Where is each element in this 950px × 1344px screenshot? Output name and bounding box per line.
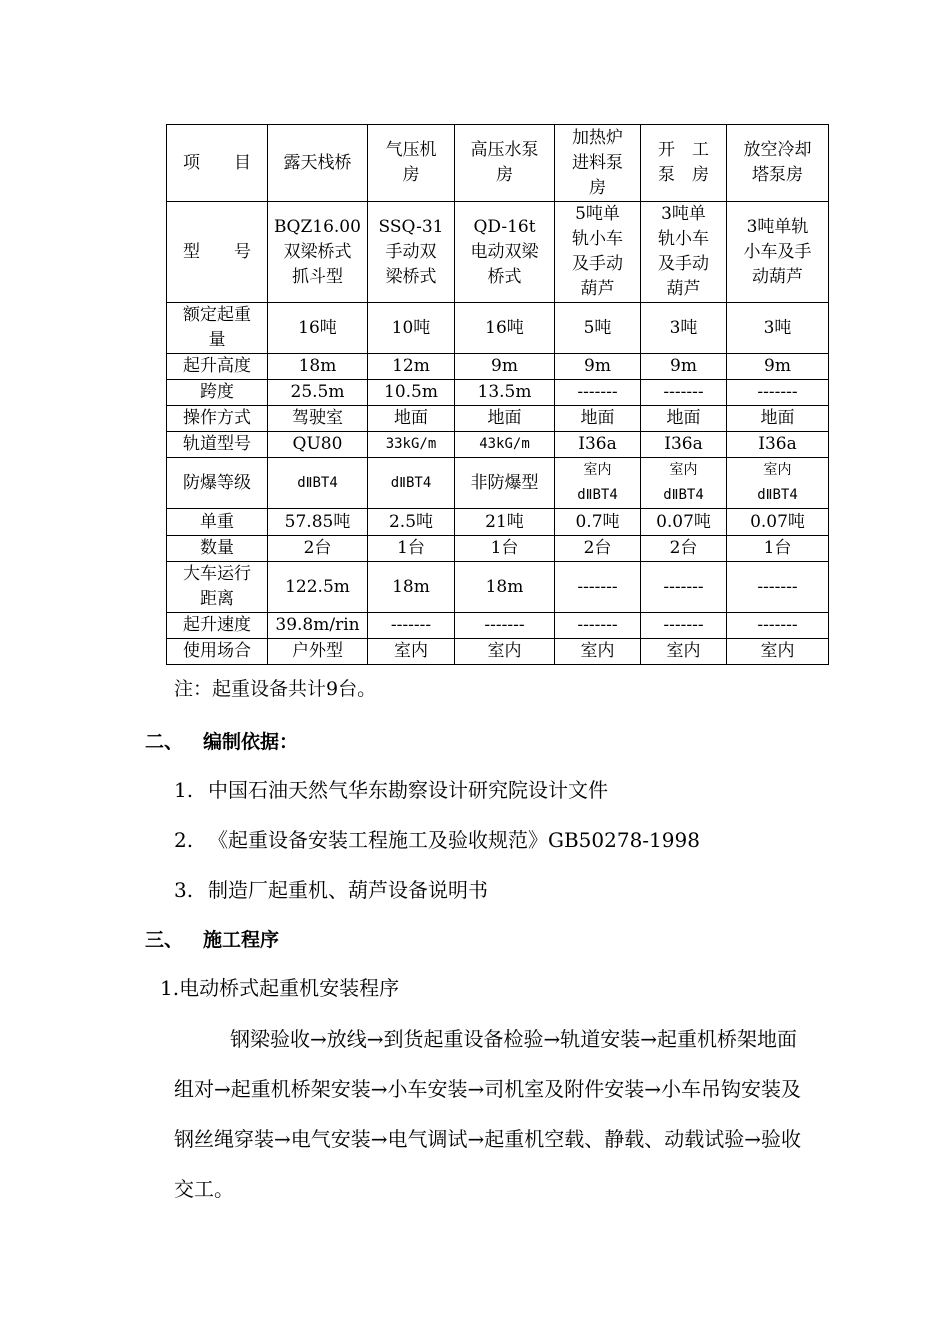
crane-spec-table	[166, 124, 829, 665]
table-row	[167, 458, 829, 509]
table-cell: 10吨	[368, 303, 455, 354]
table-cell: 露天栈桥	[268, 125, 368, 202]
section-heading-procedure	[145, 925, 279, 952]
table-cell: 室内	[455, 639, 555, 665]
procedure-paragraph: 钢梁验收→放线→到货起重设备检验→轨道安装→起重机桥架地面组对→起重机桥架安装→小车安装→司机室及附件安装→小车吊钩安装及钢丝绳穿装→电气安装→电气调试→起重机空载、静载、动载试验→验收交工。	[174, 1027, 802, 1201]
table-cell: 9m	[641, 354, 727, 380]
row-header-cell: 起升高度	[167, 354, 268, 380]
table-cell: 0.07吨	[727, 509, 829, 536]
table-cell: 0.07吨	[641, 509, 727, 536]
table-note: 注：起重设备共计9台。	[174, 678, 377, 700]
table-cell: BQZ16.00 双梁桥式 抓斗型	[268, 202, 368, 303]
table-cell: 16吨	[455, 303, 555, 354]
table-cell: 5吨	[555, 303, 641, 354]
table-cell: 16吨	[268, 303, 368, 354]
table-cell: QD-16t 电动双梁 桥式	[455, 202, 555, 303]
table-cell: 0.7吨	[555, 509, 641, 536]
table-cell: -------	[455, 613, 555, 639]
table-cell: 18m	[455, 562, 555, 613]
table-cell: -------	[368, 613, 455, 639]
row-header-cell: 操作方式	[167, 406, 268, 432]
section-number: 二、	[145, 731, 184, 753]
table-cell: 2台	[641, 536, 727, 562]
row-header-cell: 起升速度	[167, 613, 268, 639]
table-cell: 室内	[368, 639, 455, 665]
table-cell: 3吨	[641, 303, 727, 354]
table-cell: 室内 dⅡBT4	[641, 458, 727, 509]
table-cell: 地面	[368, 406, 455, 432]
table-cell: 2.5吨	[368, 509, 455, 536]
basis-item-2	[174, 824, 700, 853]
table-cell: SSQ-31 手动双 梁桥式	[368, 202, 455, 303]
table-cell: 地面	[455, 406, 555, 432]
basis-item-3	[174, 874, 488, 903]
table-cell: 39.8m/rin	[268, 613, 368, 639]
row-header-cell: 额定起重 量	[167, 303, 268, 354]
table-cell: 非防爆型	[455, 458, 555, 509]
table-cell: 室内	[641, 639, 727, 665]
section-heading-basis	[145, 727, 298, 754]
table-row	[167, 406, 829, 432]
table-row	[167, 613, 829, 639]
table-cell: 57.85吨	[268, 509, 368, 536]
table-row	[167, 639, 829, 665]
table-cell: 室内 dⅡBT4	[555, 458, 641, 509]
table-cell: dⅡBT4	[368, 458, 455, 509]
table-cell: 2台	[555, 536, 641, 562]
table-cell: 9m	[727, 354, 829, 380]
table-cell: 10.5m	[368, 380, 455, 406]
table-cell: 地面	[641, 406, 727, 432]
table-cell: 室内 dⅡBT4	[727, 458, 829, 509]
table-cell: 13.5m	[455, 380, 555, 406]
table-cell: 18m	[268, 354, 368, 380]
row-header-cell: 数量	[167, 536, 268, 562]
table-cell: QU80	[268, 432, 368, 458]
table-row	[167, 303, 829, 354]
table-cell: I36a	[641, 432, 727, 458]
item-text: 制造厂起重机、葫芦设备说明书	[208, 878, 488, 902]
table-cell: 43kG/m	[455, 432, 555, 458]
table-cell: -------	[555, 613, 641, 639]
table-cell: -------	[641, 380, 727, 406]
table-cell: -------	[641, 613, 727, 639]
table-cell: 1台	[368, 536, 455, 562]
table-cell: 3吨	[727, 303, 829, 354]
row-header-cell: 单重	[167, 509, 268, 536]
table-row	[167, 125, 829, 202]
item-number: 3.	[174, 878, 194, 902]
section-number: 三、	[145, 929, 184, 951]
table-cell: 1台	[727, 536, 829, 562]
table-row	[167, 354, 829, 380]
table-cell: dⅡBT4	[268, 458, 368, 509]
table-cell: 33kG/m	[368, 432, 455, 458]
row-header-cell: 大车运行 距离	[167, 562, 268, 613]
row-header-cell: 型 号	[167, 202, 268, 303]
table-cell: 气压机 房	[368, 125, 455, 202]
table-cell: 3吨单 轨小车 及手动 葫芦	[641, 202, 727, 303]
section-title: 编制依据：	[203, 731, 299, 753]
subsection-title: 1.电动桥式起重机安装程序	[160, 976, 400, 1000]
row-header-cell: 跨度	[167, 380, 268, 406]
table-cell: -------	[727, 380, 829, 406]
row-header-cell: 防爆等级	[167, 458, 268, 509]
table-cell: -------	[727, 562, 829, 613]
table-cell: 高压水泵 房	[455, 125, 555, 202]
table-cell: 3吨单轨 小车及手 动葫芦	[727, 202, 829, 303]
table-cell: 9m	[455, 354, 555, 380]
table-cell: 室内	[727, 639, 829, 665]
table-row	[167, 509, 829, 536]
table-cell: 放空冷却 塔泵房	[727, 125, 829, 202]
table-row	[167, 380, 829, 406]
table-cell: 5吨单 轨小车 及手动 葫芦	[555, 202, 641, 303]
row-header-cell: 使用场合	[167, 639, 268, 665]
table-cell: 加热炉 进料泵 房	[555, 125, 641, 202]
table-row	[167, 536, 829, 562]
table-cell: 122.5m	[268, 562, 368, 613]
table-cell: -------	[555, 562, 641, 613]
table-cell: 室内	[555, 639, 641, 665]
row-header-cell: 项 目	[167, 125, 268, 202]
table-cell: I36a	[727, 432, 829, 458]
row-header-cell: 轨道型号	[167, 432, 268, 458]
table-cell: 地面	[727, 406, 829, 432]
item-text: 《起重设备安装工程施工及验收规范》GB50278-1998	[208, 828, 700, 852]
table-cell: 开 工 泵 房	[641, 125, 727, 202]
table-cell: 9m	[555, 354, 641, 380]
table-cell: 驾驶室	[268, 406, 368, 432]
table-row	[167, 202, 829, 303]
basis-item-1	[174, 774, 608, 803]
table-cell: 25.5m	[268, 380, 368, 406]
table-cell: -------	[555, 380, 641, 406]
table-cell: 地面	[555, 406, 641, 432]
table-cell: 户外型	[268, 639, 368, 665]
table-cell: I36a	[555, 432, 641, 458]
table-row	[167, 432, 829, 458]
table-cell: 18m	[368, 562, 455, 613]
section-title: 施工程序	[203, 929, 280, 951]
table-cell: -------	[727, 613, 829, 639]
table-row	[167, 562, 829, 613]
table-cell: -------	[641, 562, 727, 613]
table-cell: 2台	[268, 536, 368, 562]
item-text: 中国石油天然气华东勘察设计研究院设计文件	[208, 778, 608, 802]
table-cell: 1台	[455, 536, 555, 562]
table-cell: 21吨	[455, 509, 555, 536]
item-number: 2.	[174, 828, 194, 852]
table-cell: 12m	[368, 354, 455, 380]
item-number: 1.	[174, 778, 194, 802]
